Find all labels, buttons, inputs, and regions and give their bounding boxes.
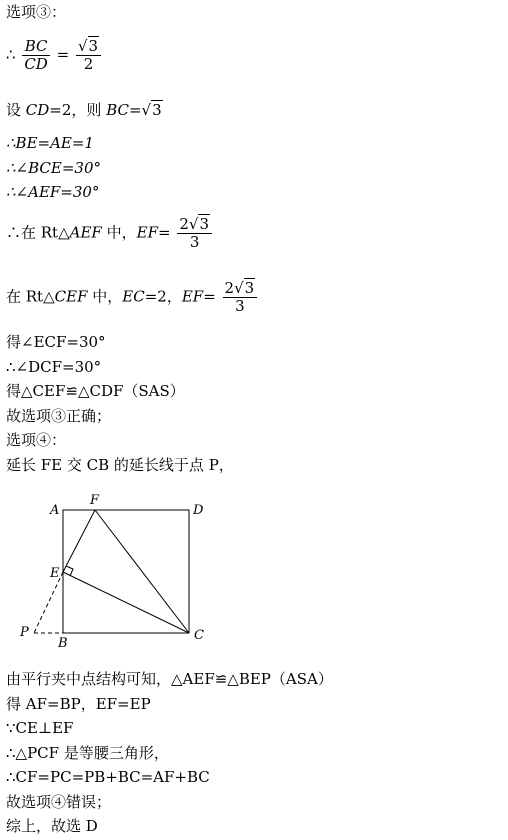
fraction-denominator: 3	[189, 233, 200, 251]
label-f: F	[90, 493, 100, 508]
ef-var: EF	[136, 223, 158, 242]
label-b: B	[58, 636, 68, 651]
sqrt-radicand: 3	[244, 279, 255, 297]
triangle-name: CEF	[54, 287, 88, 306]
equals-sign: =	[56, 45, 70, 64]
ce-perp-ef-line: ∵CE⊥EF	[6, 719, 74, 737]
sqrt-symbol: √	[234, 279, 244, 297]
sqrt-radicand: 3	[88, 37, 99, 55]
coefficient: 2	[179, 215, 189, 233]
sqrt3-over-2-fraction	[76, 38, 101, 73]
rt-aef-line	[6, 216, 214, 251]
rt-prefix: ∴在 Rt△	[6, 223, 70, 242]
rt-mid2: =2，	[144, 287, 182, 306]
angle-ecf-line: 得∠ECF=30°	[6, 333, 106, 351]
af-bp-line: 得 AF=BP，EF=EP	[6, 695, 151, 713]
2sqrt3-over-3-fraction	[223, 280, 258, 315]
angle-dcf-line: ∴∠DCF=30°	[6, 358, 102, 376]
fraction-denominator: 2	[83, 55, 94, 73]
fraction-numerator	[223, 280, 258, 298]
equals-sign: =	[203, 287, 216, 306]
fraction-denominator: 3	[235, 297, 245, 315]
segment-fc	[95, 510, 189, 633]
rt-cef-line	[6, 280, 259, 315]
label-a: A	[50, 503, 60, 518]
dashed-segment-ep	[34, 572, 63, 633]
geometry-figure	[0, 488, 230, 658]
angle-bce-line: ∴∠BCE=30°	[6, 159, 101, 177]
option4-heading: 选项④：	[6, 431, 67, 449]
2sqrt3-over-3-fraction	[177, 216, 212, 251]
isosceles-line: ∴△PCF 是等腰三角形，	[6, 744, 169, 762]
set-eq: =	[128, 101, 142, 119]
triangle-name: AEF	[69, 223, 102, 242]
sqrt-radicand: 3	[152, 101, 162, 119]
segment-fe	[63, 510, 95, 572]
set-mid: =2，则	[49, 101, 107, 119]
label-c: C	[194, 628, 204, 643]
extend-fe-line: 延长 FE 交 CB 的延长线于点 P，	[6, 456, 234, 474]
ef-var: EF	[181, 287, 204, 306]
label-e: E	[50, 566, 60, 581]
label-d: D	[193, 503, 204, 518]
segment-ec	[63, 572, 189, 633]
sqrt-symbol: √	[141, 101, 152, 119]
coefficient: 2	[224, 279, 235, 297]
ratio-equation	[6, 38, 103, 73]
option3-heading: 选项③：	[6, 3, 67, 21]
final-answer: 综上，故选 D	[6, 817, 98, 835]
fraction-numerator	[76, 38, 101, 56]
cf-sum-line: ∴CF=PC=PB+BC=AF+BC	[6, 768, 210, 786]
sqrt-symbol: √	[77, 37, 88, 55]
sqrt-symbol: √	[188, 215, 199, 233]
ec-var: EC	[122, 287, 145, 306]
equals-sign: =	[157, 223, 171, 242]
be-ae-line: ∴BE=AE=1	[6, 134, 94, 152]
bc-cd-fraction	[22, 38, 50, 73]
bc-var: BC	[106, 101, 129, 119]
fraction-numerator: BC	[22, 38, 50, 56]
label-p: P	[20, 625, 29, 640]
rt-mid: 中，	[87, 287, 123, 306]
sqrt-radicand: 3	[199, 215, 209, 233]
parallel-midpoint-line: 由平行夹中点结构可知，△AEF≌△BEP（ASA）	[6, 670, 333, 688]
fraction-denominator: CD	[24, 55, 48, 73]
option4-conclusion: 故选项④错误；	[6, 793, 112, 811]
rt-mid: 中，	[101, 223, 137, 242]
angle-aef-line: ∴∠AEF=30°	[6, 183, 100, 201]
rt-prefix: 在 Rt△	[6, 287, 55, 306]
set-cd-line	[6, 100, 163, 120]
cd-var: CD	[25, 101, 50, 119]
square-abcd	[63, 510, 189, 633]
fraction-numerator	[177, 216, 212, 234]
set-prefix: 设	[6, 101, 26, 119]
congruent-sas-line: 得△CEF≌△CDF（SAS）	[6, 382, 185, 400]
option3-conclusion: 故选项③正确；	[6, 407, 112, 425]
therefore-symbol: ∴	[6, 45, 16, 64]
